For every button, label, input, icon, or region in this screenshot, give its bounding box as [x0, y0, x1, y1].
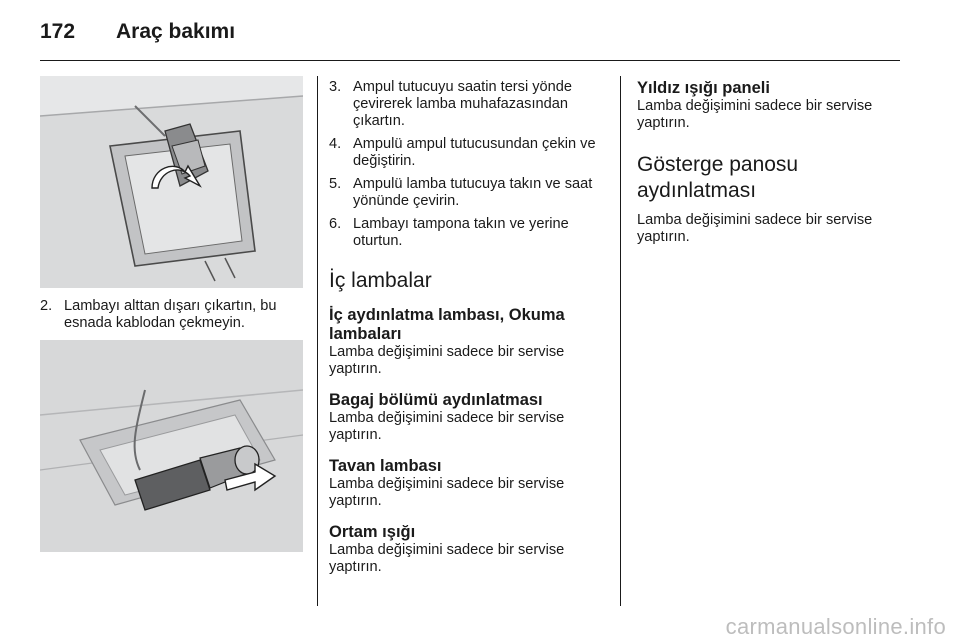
subsection-title: Yıldız ışığı paneli	[637, 79, 770, 97]
column-divider	[620, 76, 621, 606]
page-header	[40, 18, 900, 58]
paragraph: Lamba değişimini sadece bir servise yaptırın.	[329, 476, 565, 509]
list-item: 4. Ampulü ampul tutucusundan çekin ve değiştirin.	[329, 136, 596, 169]
column-middle	[329, 79, 605, 576]
figure-lamp-removal	[40, 76, 303, 288]
section-title-instrument-lighting: Gösterge panosu aydınlatması	[637, 153, 799, 202]
list-item: 2. Lambayı alttan dışarı çıkartın, bu esnada kablodan çekmeyin.	[40, 298, 277, 331]
steps-list-middle	[329, 79, 605, 250]
subsection-title: Ortam ışığı	[329, 523, 416, 541]
column-divider	[317, 76, 318, 606]
paragraph: Lamba değişimini sadece bir servise yaptırın.	[329, 410, 565, 443]
list-item: 6. Lambayı tampona takın ve yerine oturtun.	[329, 216, 569, 249]
paragraph: Lamba değişimini sadece bir servise yaptırın.	[329, 542, 565, 575]
section-title-interior-lamps: İç lambalar	[329, 269, 432, 292]
page-title: Araç bakımı	[116, 20, 236, 43]
list-item: 3. Ampul tutucuyu saatin tersi yönde çevirerek lamba muhafazasından çıkartın.	[329, 79, 573, 129]
header-rule	[40, 60, 900, 61]
column-left	[40, 76, 303, 552]
subsection-title: İç aydınlatma lambası, Okuma lambaları	[329, 306, 565, 343]
page-number: 172	[40, 20, 76, 43]
list-item: 5. Ampulü lamba tutucuya takın ve saat yönünde çevirin.	[329, 176, 593, 209]
subsection-title: Bagaj bölümü aydınlatması	[329, 391, 543, 409]
figure-bulb-holder	[40, 340, 303, 552]
column-right	[637, 79, 900, 246]
subsection-title: Tavan lambası	[329, 457, 442, 475]
paragraph: Lamba değişimini sadece bir servise yaptırın.	[637, 212, 873, 245]
watermark: carmanualsonline.info	[725, 614, 946, 639]
paragraph: Lamba değişimini sadece bir servise yaptırın.	[637, 98, 873, 131]
paragraph: Lamba değişimini sadece bir servise yaptırın.	[329, 344, 565, 377]
steps-list-left	[40, 298, 303, 332]
